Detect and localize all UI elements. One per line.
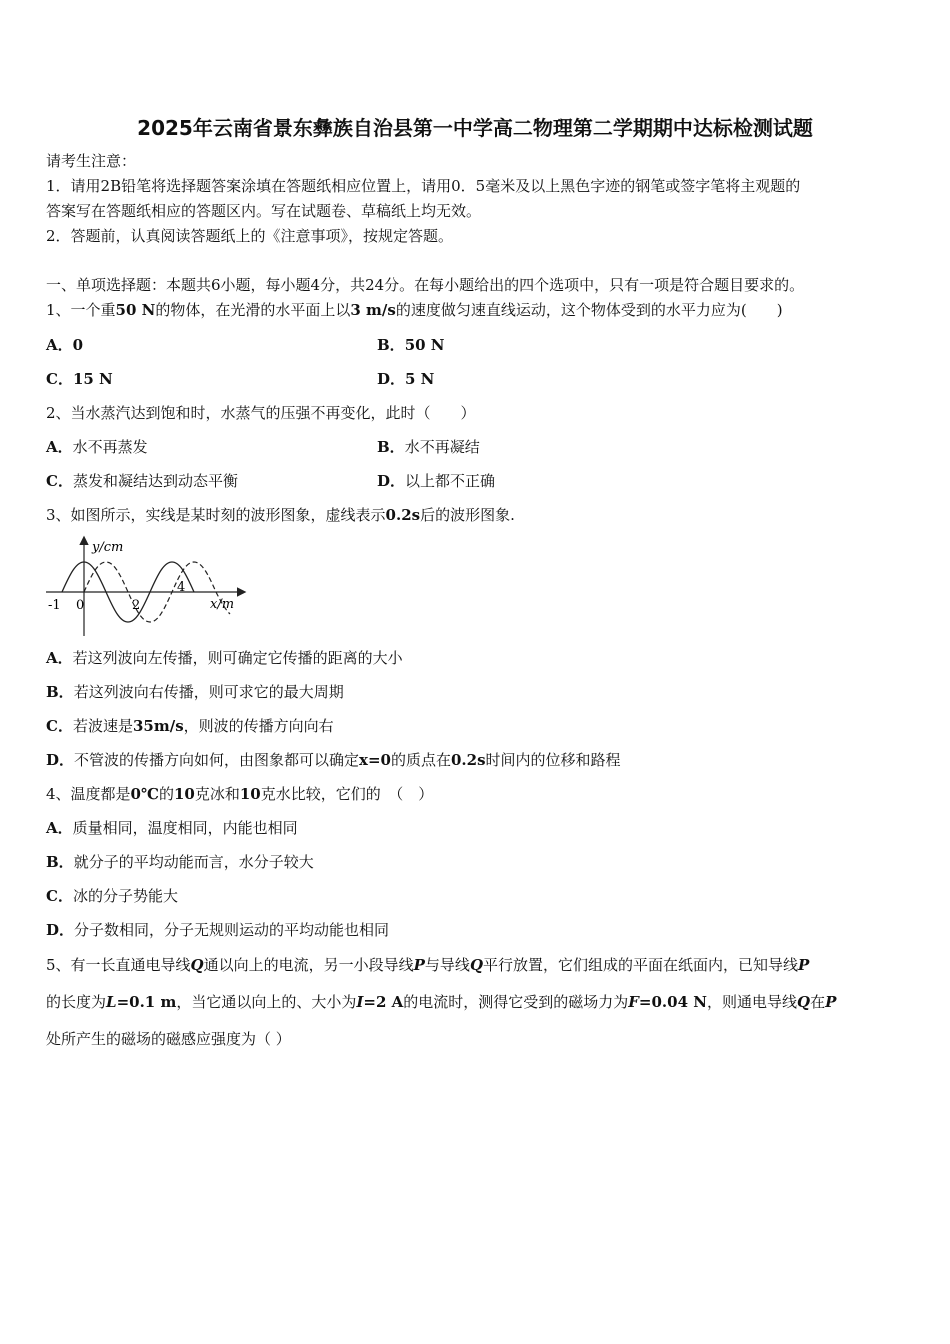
question-1-option-c: C．15 N [46, 370, 113, 388]
question-3-option-a: A．若这列波向左传播，则可确定它传播的距离的大小 [46, 649, 403, 667]
y-axis-label: y/cm [92, 540, 124, 555]
notice-item-2: 2．答题前，认真阅读答题纸上的《注意事项》，按规定答题。 [46, 227, 454, 245]
notice-item-1a: 1．请用2B铅笔将选择题答案涂填在答题纸相应位置上，请用0．5毫米及以上黑色字迹的钢笔或签字笔将主观题的 [46, 177, 801, 195]
question-2-option-b: B．水不再凝结 [377, 438, 480, 456]
notice-heading: 请考生注意： [46, 152, 137, 170]
question-4-option-a: A．质量相同，温度相同，内能也相同 [46, 819, 298, 837]
question-3-option-c: C．若波速是35m/s，则波的传播方向向右 [46, 717, 334, 735]
question-3-option-b: B．若这列波向右传播，则可求它的最大周期 [46, 683, 344, 701]
question-2-stem: 2、当水蒸汽达到饱和时，水蒸气的压强不再变化，此时（ ） [46, 404, 476, 422]
question-1-option-a: A．0 [46, 336, 84, 354]
notice-item-1b: 答案写在答题纸相应的答题区内。写在试题卷、草稿纸上均无效。 [46, 202, 482, 220]
question-2-option-d: D．以上都不正确 [377, 472, 496, 490]
question-1-option-d: D．5 N [377, 370, 435, 388]
question-5-line-1: 5、有一长直通电导线Q通以向上的电流，另一小段导线P与导线Q平行放置，它们组成的平面在纸面内，已知导线P [46, 956, 810, 974]
question-5-line-3: 处所产生的磁场的磁感应强度为（ ） [46, 1030, 291, 1048]
question-2-option-c: C．蒸发和凝结达到动态平衡 [46, 472, 238, 490]
question-2-option-a: A．水不再蒸发 [46, 438, 148, 456]
x-axis-label: x/m [210, 597, 235, 612]
question-4-option-b: B．就分子的平均动能而言，水分子较大 [46, 853, 314, 871]
question-4-option-c: C．冰的分子势能大 [46, 887, 178, 905]
question-3-option-d: D．不管波的传播方向如何，由图象都可以确定x=0的质点在0.2s时间内的位移和路程 [46, 751, 621, 769]
tick-minus-1: -1 [48, 598, 61, 613]
tick-0: 0 [76, 598, 85, 613]
question-1-stem: 1、一个重50 N的物体，在光滑的水平面上以3 m/s的速度做匀速直线运动，这个物体受到的水平力应为( ) [46, 301, 783, 319]
wave-figure [44, 532, 254, 642]
question-4-stem: 4、温度都是0℃的10克冰和10克水比较，它们的 （ ） [46, 785, 434, 803]
question-5-line-2: 的长度为L=0.1 m，当它通以向上的、大小为I=2 A的电流时，测得它受到的磁场力为F=0.04 N，则通电导线Q在P [46, 993, 837, 1011]
tick-4: 4 [177, 580, 186, 595]
question-3-stem: 3、如图所示，实线是某时刻的波形图象，虚线表示0.2s后的波形图象. [46, 506, 515, 524]
question-4-option-d: D．分子数相同，分子无规则运动的平均动能也相同 [46, 921, 390, 939]
page-title: 2025年云南省景东彝族自治县第一中学高二物理第二学期期中达标检测试题 [137, 116, 813, 140]
tick-2: 2 [132, 598, 141, 613]
section-1-heading: 一、单项选择题：本题共6小题，每小题4分，共24分。在每小题给出的四个选项中，只有一项是符合题目要求的。 [46, 276, 805, 294]
question-1-option-b: B．50 N [377, 336, 445, 354]
